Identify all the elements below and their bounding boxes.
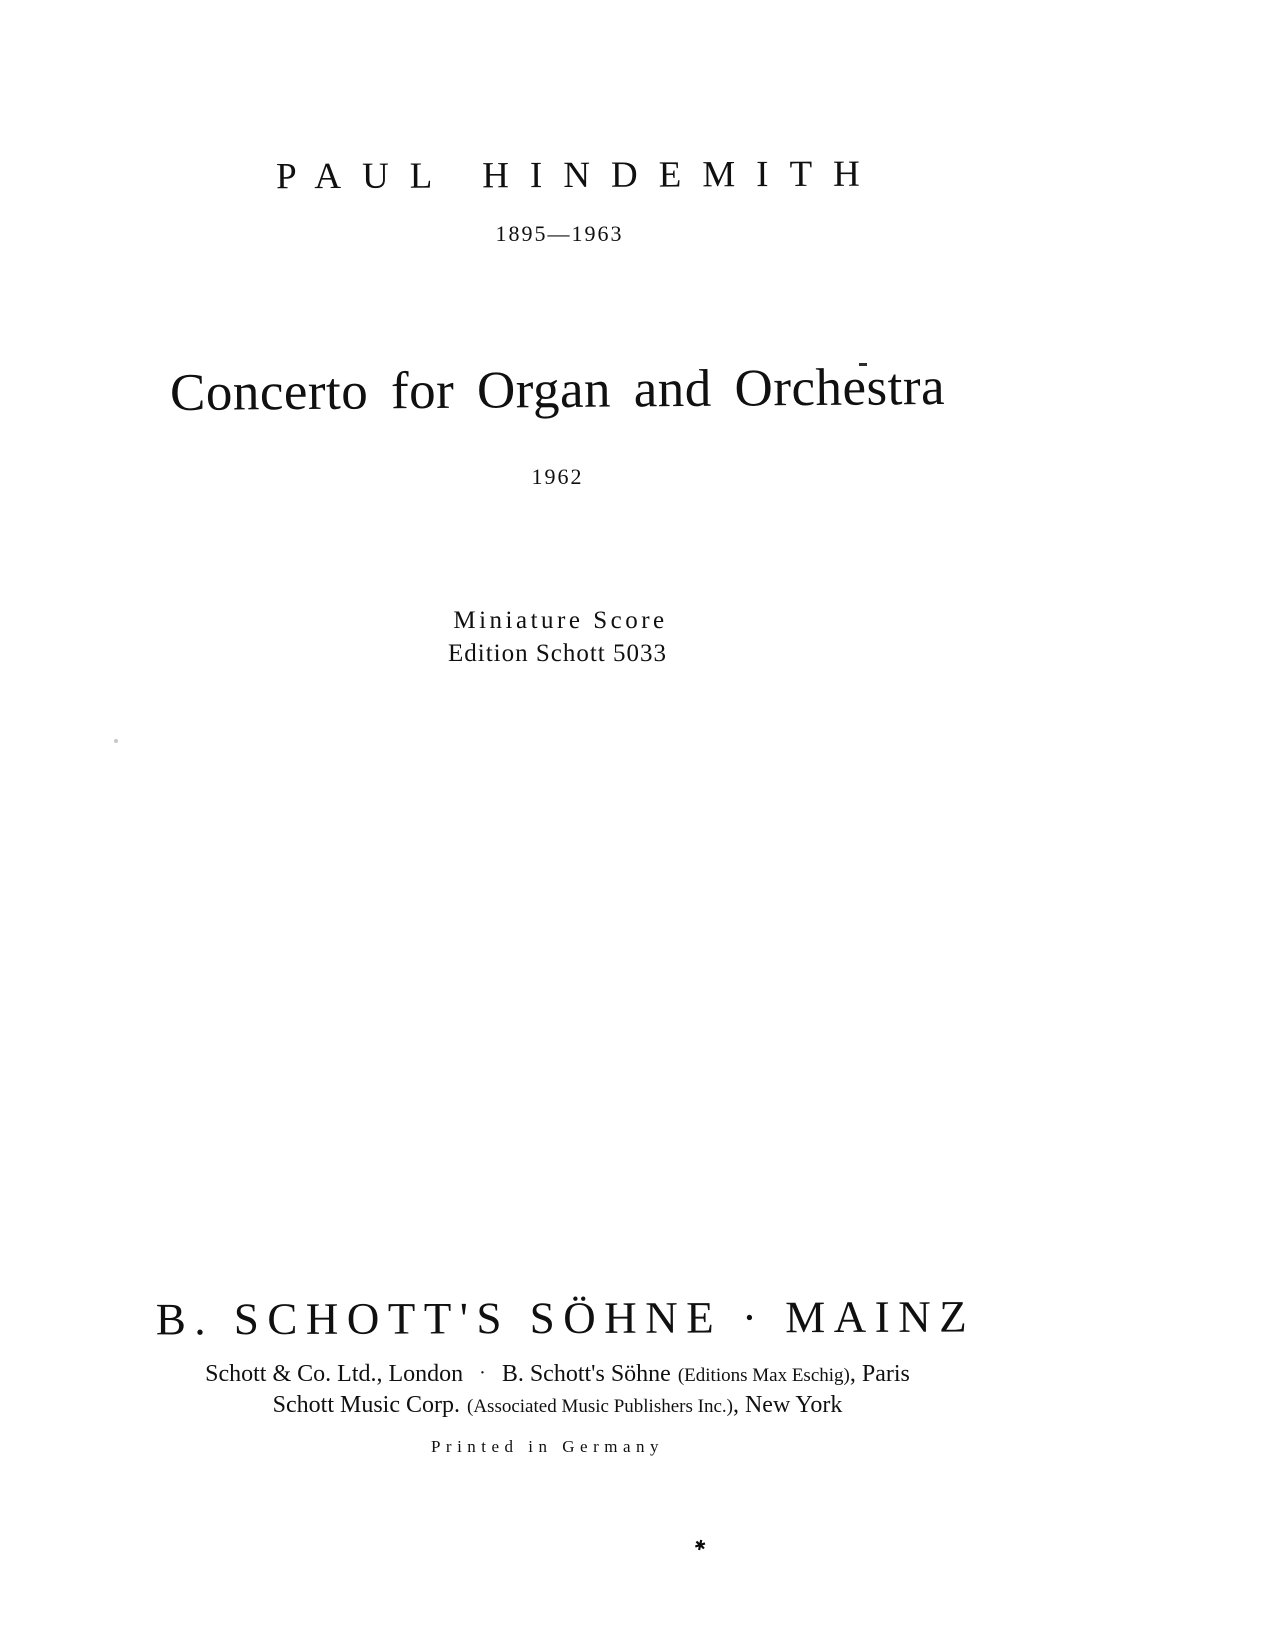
edition-number: Edition Schott 5033 bbox=[448, 640, 667, 667]
imprint-line-1 bbox=[0, 1361, 1115, 1388]
score-format: Miniature Score bbox=[453, 607, 668, 634]
imprint-paris-paren: (Editions Max Eschig) bbox=[677, 1365, 850, 1386]
imprint-newyork-name: Schott Music Corp. bbox=[272, 1392, 460, 1418]
work-title: Concerto for Organ and Orchestra bbox=[169, 357, 946, 423]
composer-dates: 1895—1963 bbox=[495, 221, 624, 246]
imprint-paris-tail: , Paris bbox=[849, 1361, 910, 1387]
imprint-newyork-tail: , New York bbox=[732, 1392, 843, 1418]
imprint-separator-dot: · bbox=[479, 1362, 486, 1384]
scan-speck-dot bbox=[114, 739, 118, 743]
printers-mark-icon: ✱ bbox=[692, 1537, 708, 1556]
imprint-paris-name: B. Schott's Söhne bbox=[501, 1361, 671, 1387]
imprint-line-2 bbox=[0, 1392, 1115, 1419]
printed-in-germany: Printed in Germany bbox=[430, 1437, 665, 1456]
imprint-newyork-paren: (Associated Music Publishers Inc.) bbox=[467, 1396, 733, 1417]
imprint-london: Schott & Co. Ltd., London bbox=[205, 1361, 464, 1387]
composer-name: PAUL HINDEMITH bbox=[276, 153, 881, 198]
publisher-main-line: B. SCHOTT'S SÖHNE · MAINZ bbox=[155, 1291, 976, 1345]
work-year: 1962 bbox=[531, 464, 584, 489]
